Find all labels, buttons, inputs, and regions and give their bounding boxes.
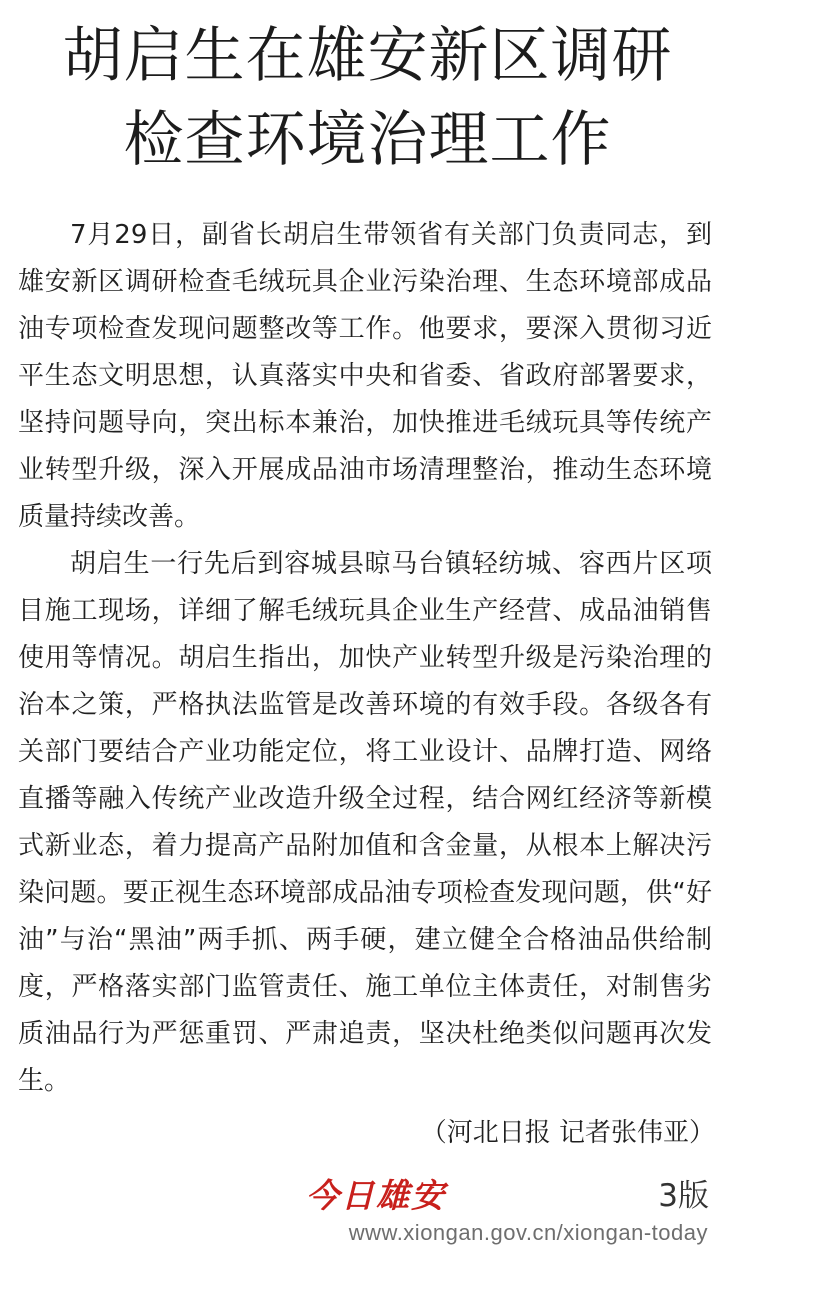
newspaper-logo: 今日雄安	[306, 1176, 446, 1215]
headline-line-1: 胡启生在雄安新区调研	[62, 21, 673, 91]
footer-url: www.xiongan.gov.cn/xiongan-today	[348, 1220, 708, 1245]
article-paragraph-2: 胡启生一行先后到容城县晾马台镇轻纺城、容西片区项目施工现场，详细了解毛绒玩具企业生产经营、成品油销售使用等情况。胡启生指出，加快产业转型升级是污染治理的治本之策，严格执法监管是改善环境的有效手段。各级各有关部门要结合产业功能定位，将工业设计、品牌打造、网络直播等融入传统产业改造升级全过程，结合网红经济等新模式新业态，着力提高产品附加值和含金量，从根本上解决污染问题。要正视生态环境部成品油专项检查发现问题，供“好油”与治“黑油”两手抓、两手硬，建立健全合格油品供给制度，严格落实部门监管责任、施工单位主体责任，对制售劣质油品行为严惩重罚、严肃追责，坚决杜绝类似问题再次发生。	[18, 549, 712, 1096]
edition-number: 3版	[658, 1178, 709, 1214]
headline-line-2: 检查环境治理工作	[123, 105, 612, 175]
article-paragraph-1: 7月29日，副省长胡启生带领省有关部门负责同志，到雄安新区调研检查毛绒玩具企业污染治理、生态环境部成品油专项检查发现问题整改等工作。他要求，要深入贯彻习近平生态文明思想，认真落实中央和省委、省政府部署要求，坚持问题导向，突出标本兼治，加快推进毛绒玩具等传统产业转型升级，深入开展成品油市场清理整治，推动生态环境质量持续改善。	[18, 220, 712, 532]
article-source-credit: （河北日报 记者张伟亚）	[420, 1118, 715, 1148]
article-body	[18, 212, 712, 1105]
article-headline	[0, 14, 735, 182]
